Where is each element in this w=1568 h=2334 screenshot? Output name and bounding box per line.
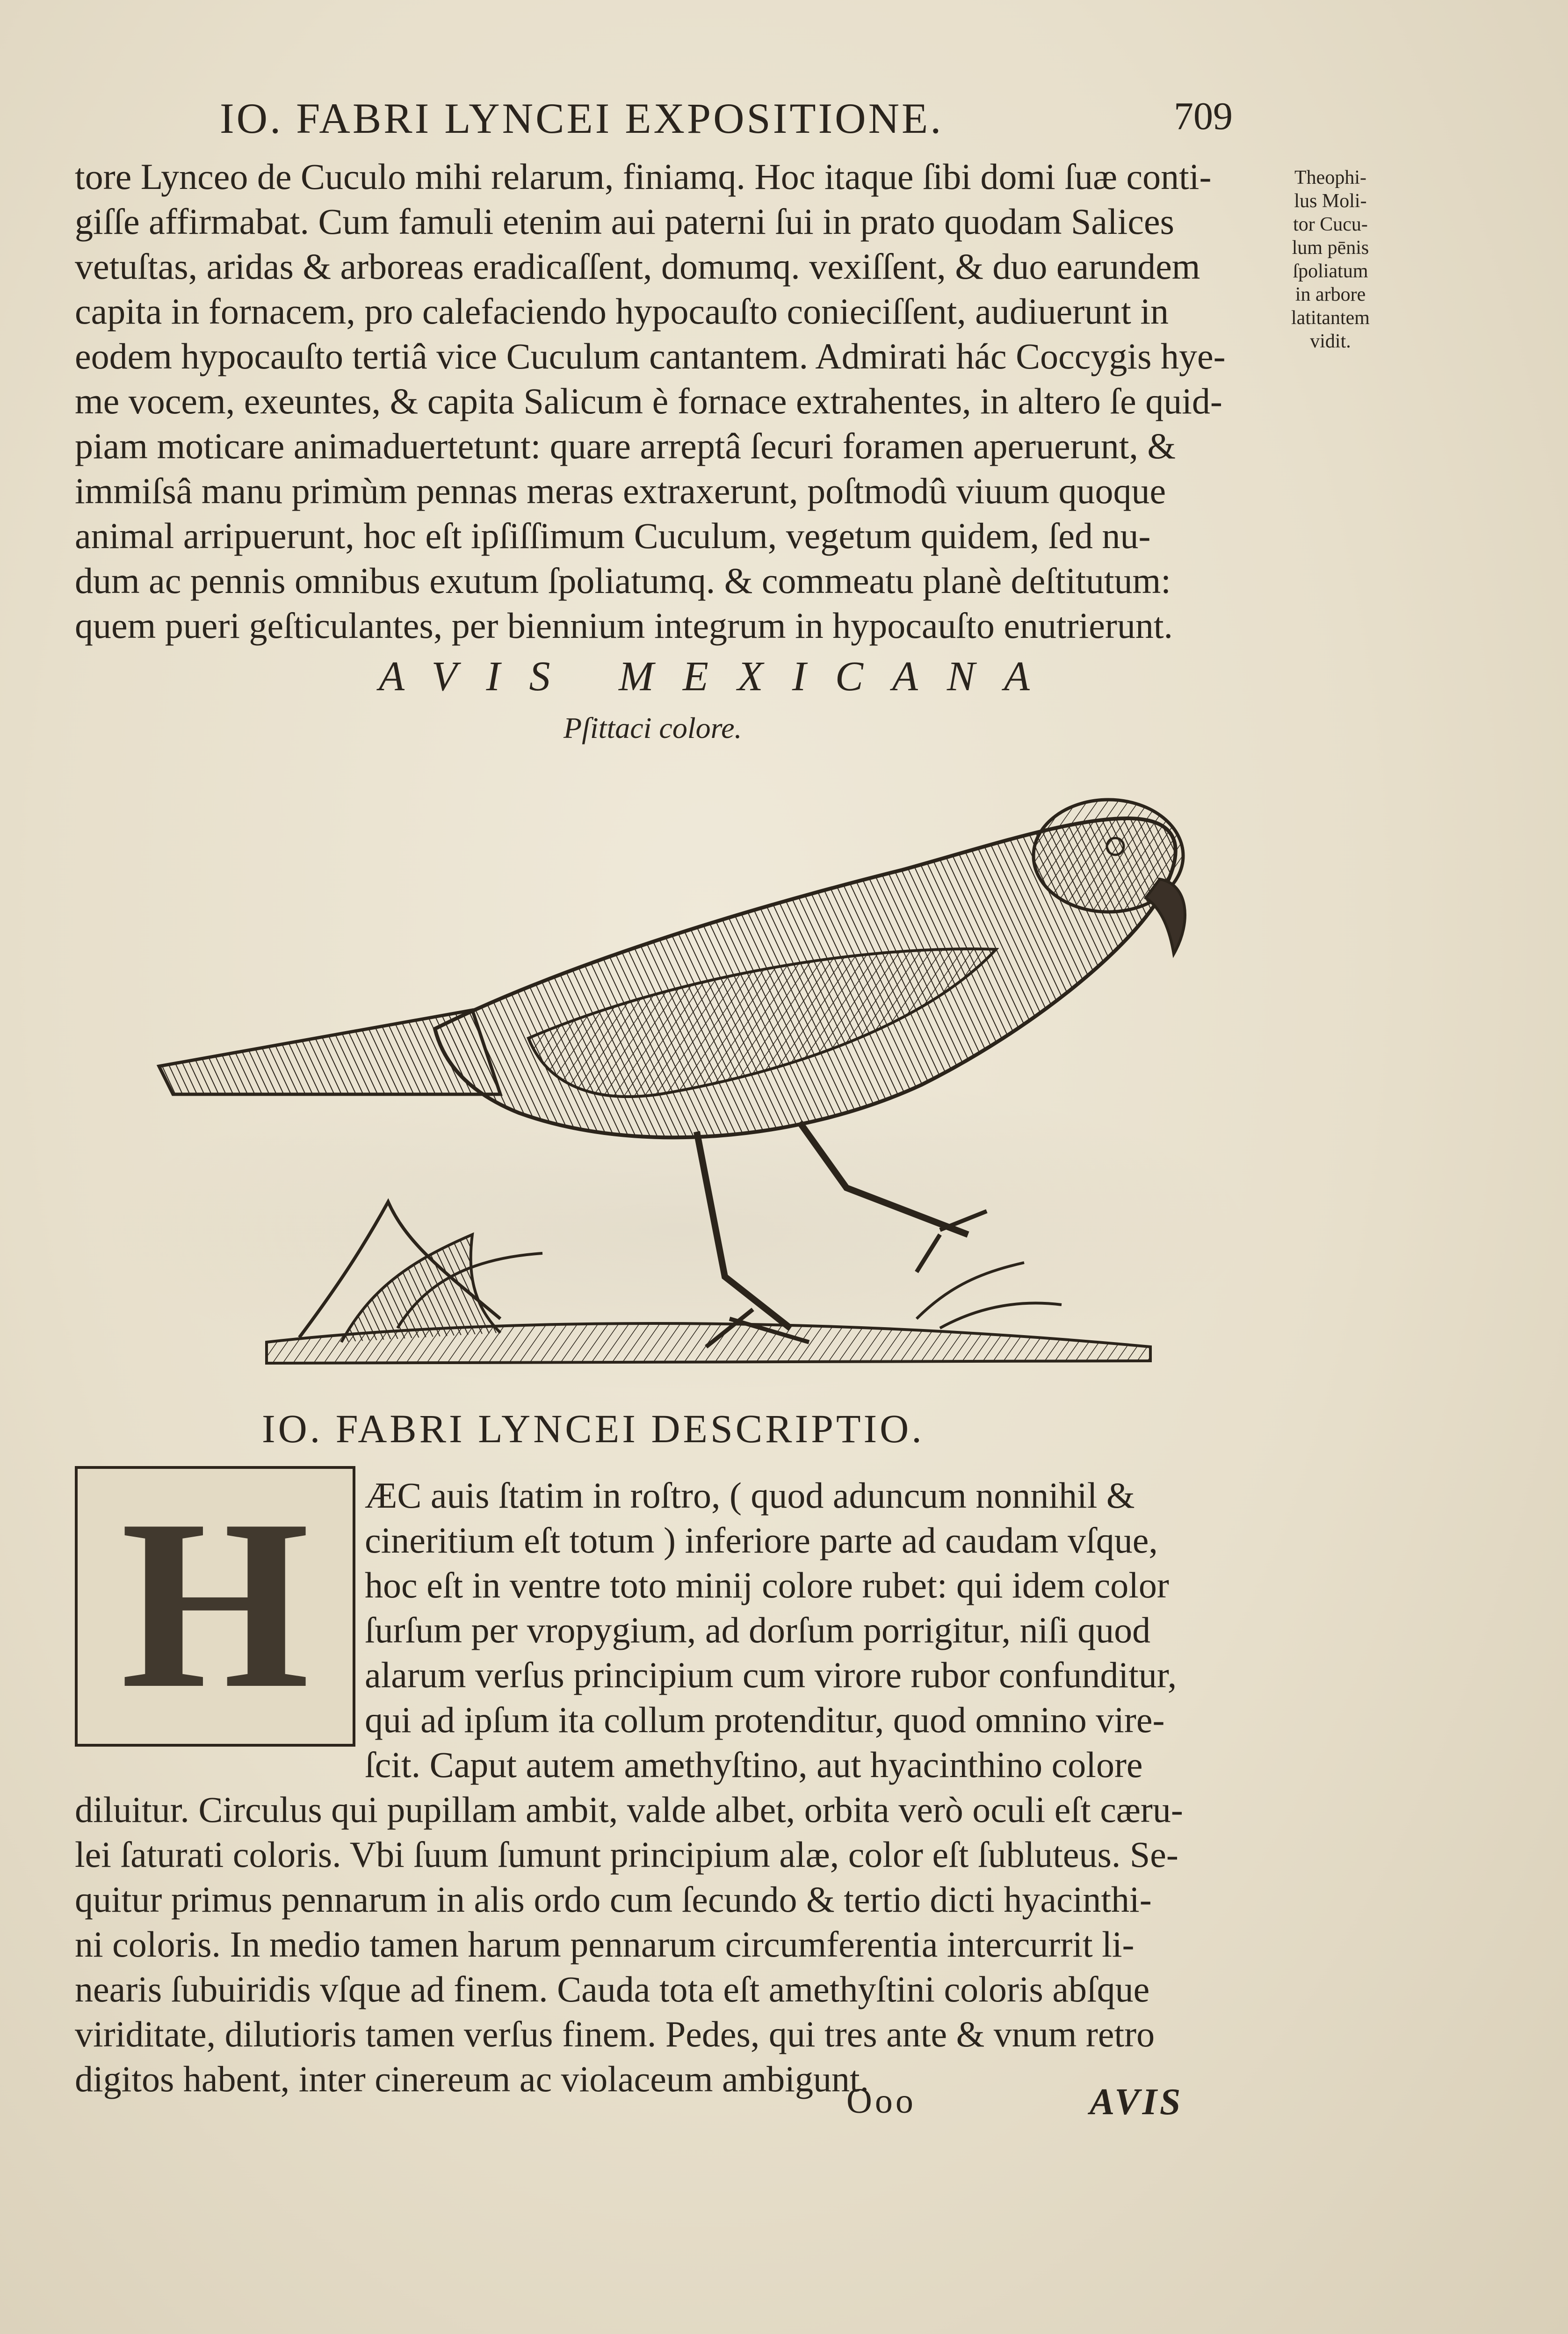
decorated-initial-h	[75, 1466, 355, 1747]
section-title: IO. FABRI LYNCEI DESCRIPTIO.	[262, 1406, 925, 1451]
woodcut-bird-illustration	[145, 767, 1286, 1389]
running-header: IO. FABRI LYNCEI EXPOSITIONE.	[220, 94, 944, 142]
text-line: piam moticare animaduertetunt: quare arreptâ ſecuri foramen aperuerunt, &	[75, 426, 1176, 466]
figure-title: AVIS MEXICANA	[379, 653, 1059, 700]
margin-note-line: in arbore	[1295, 284, 1366, 305]
text-line: digitos habent, inter cinereum ac violaceum ambigunt.	[75, 2059, 869, 2099]
text-line: tore Lynceo de Cuculo mihi relarum, finiamq. Hoc itaque ſibi domi ſuæ conti-	[75, 156, 1212, 197]
text-line: lei ſaturati coloris. Vbi ſuum ſumunt principium alæ, color eſt ſubluteus. Se-	[75, 1834, 1178, 1875]
margin-note-line: lum pēnis	[1292, 237, 1369, 259]
text-line: quem pueri geſticulantes, per biennium integrum in hypocauſto enutrierunt.	[75, 605, 1173, 646]
text-line: hoc eſt in ventre toto minij colore rubet: qui idem color	[365, 1565, 1169, 1605]
margin-note-line: ſpoliatum	[1293, 260, 1368, 282]
page-number: 709	[1174, 94, 1233, 138]
margin-note-line: tor Cucu-	[1293, 214, 1368, 235]
text-line: eodem hypocauſto tertiâ vice Cuculum cantantem. Admirati hác Coccygis hye-	[75, 336, 1226, 376]
initial-letter: H	[120, 1470, 310, 1739]
text-line: diluitur. Circulus qui pupillam ambit, valde albet, orbita verò oculi eſt cæru-	[75, 1789, 1183, 1830]
text-line: me vocem, exeuntes, & capita Salicum è fornace extrahentes, in altero ſe quid-	[75, 381, 1222, 421]
signature-mark: Ooo	[846, 2081, 916, 2121]
text-line: ſcit. Caput autem amethyſtino, aut hyacinthino colore	[365, 1744, 1143, 1785]
text-line: alarum verſus principium cum virore rubor confunditur,	[365, 1655, 1177, 1695]
text-line: animal arripuerunt, hoc eſt ipſiſſimum Cuculum, vegetum quidem, ſed nu-	[75, 515, 1151, 556]
text-line: ni coloris. In medio tamen harum pennarum circumferentia intercurrit li-	[75, 1924, 1134, 1965]
text-line: viriditate, dilutioris tamen verſus finem. Pedes, qui tres ante & vnum retro	[75, 2014, 1155, 2054]
text-line: cineritium eſt totum ) inferiore parte ad caudam vſque,	[365, 1520, 1158, 1561]
text-line: capita in fornacem, pro calefaciendo hypocauſto conieciſſent, audiuerunt in	[75, 291, 1169, 332]
text-line: giſſe affirmabat. Cum famuli etenim aui paterni ſui in prato quodam Salices	[75, 201, 1174, 242]
margin-note-line: Theophi-	[1294, 167, 1366, 188]
text-line: vetuſtas, aridas & arboreas eradicaſſent, domumq. vexiſſent, & duo earundem	[75, 246, 1200, 287]
text-line: qui ad ipſum ita collum protenditur, quod omnino vire-	[365, 1699, 1165, 1740]
text-line: ÆC auis ſtatim in roſtro, ( quod aduncum nonnihil &	[365, 1475, 1135, 1516]
margin-note	[1277, 166, 1384, 353]
catchword: AVIS	[1090, 2081, 1184, 2123]
margin-note-line: lus Moli-	[1294, 190, 1367, 212]
text-line: ſurſum per vropygium, ad dorſum porrigitur, niſi quod	[365, 1610, 1151, 1650]
margin-note-line: latitantem	[1291, 307, 1370, 329]
figure-subtitle: Pſittaci colore.	[564, 711, 742, 744]
text-line: quitur primus pennarum in alis ordo cum ſecundo & tertio dicti hyacinthi-	[75, 1879, 1152, 1920]
text-line: immiſsâ manu primùm pennas meras extraxerunt, poſtmodû viuum quoque	[75, 470, 1166, 511]
margin-note-line: vidit.	[1310, 331, 1351, 352]
text-line: nearis ſubuiridis vſque ad finem. Cauda tota eſt amethyſtini coloris abſque	[75, 1969, 1150, 2009]
text-line: dum ac pennis omnibus exutum ſpoliatumq. & commeatu planè deſtitutum:	[75, 560, 1171, 601]
